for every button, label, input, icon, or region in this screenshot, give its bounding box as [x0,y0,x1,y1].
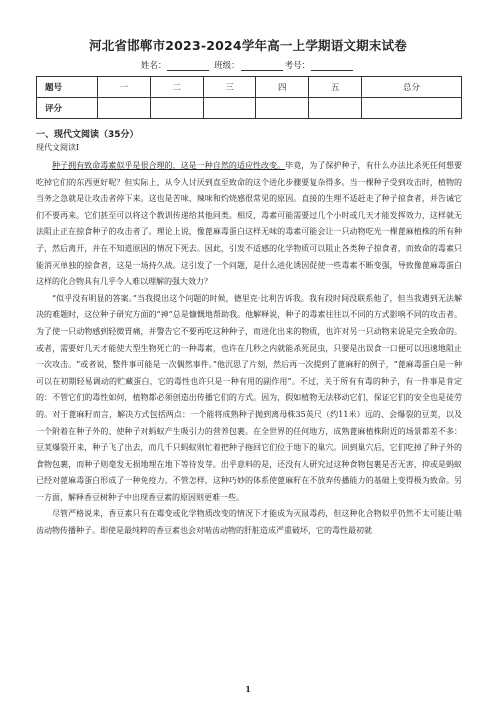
score-cell-total[interactable] [361,98,461,119]
score-cell-2[interactable] [150,98,203,119]
column-2: 二 [150,77,203,98]
score-label: 评分 [37,98,98,119]
exam-title: 河北省邯郸市2023-2024学年高一上学期语文期末试卷 [89,38,407,53]
subsection-heading: 现代文阅读Ⅰ [36,143,80,152]
underlined-sentence: 种子拥有致命毒素似乎是很合理的，这是一种自然的适应性改变。 [52,161,286,170]
column-total: 总分 [361,77,461,98]
score-row [37,98,462,119]
paragraph-1 [36,158,462,291]
name-blank[interactable] [167,61,209,71]
class-label: 班级： [214,61,240,71]
column-5: 五 [309,77,362,98]
page-number: 1 [245,684,251,694]
section-heading: 一、现代文阅读（35分） [36,130,139,140]
id-label: 考号： [284,61,311,71]
paragraph-3: 尽管严格说来，香豆素只有在霉变或化学物质改变的情况下才能成为灭鼠毒药，但这种化合物似乎仍然不太可能让啮齿动物传播种子。即使是最纯粹的香豆素也会对啮齿动物的肝脏造成严重破坏，它的毒性最初就 [36,509,462,536]
score-cell-3[interactable] [203,98,256,119]
column-4: 四 [256,77,309,98]
paragraph-2: “似乎没有明显的答案。”当我提出这个问题的时候，德里克·比利告诉我。我有段时间没联系他了，但当我遇到无法解决的难题时，这位种子研究方面的“神”总是慷慨地帮助我。他解释说，种子的毒素往往以不同的方式影响不同的攻击者。为了使一只动物感到轻微胃痛，并警告它不要再吃这种种子，而进化出来的物质，也许对另一只动物来说是完全致命的。或者，需要好几天才能使大型生物死亡的一种毒素，也许在几秒之内就能杀死昆虫，只要是出误食一口便可以迅速地阻止一次攻击。“或者说，整件事可能是一次偶然事件。”他沉思了片刻，然后再一次提到了蓖麻籽的例子，“蓖麻毒蛋白是一种可以在初期轻易调动的贮藏蛋白，它的毒性也许只是一种有用的副作用”。不过，关于所有有毒的种子，有一件事是肯定的：不管它们的毒性如何，植物都必须创造出传播它们的方式。因为，假如植物无法移动它们，保证它们的安全也是徒劳的。对于蓖麻籽而言，解决方式包括两点：一个能将成熟种子抛到离母株35英尺（约11米）远的、会爆裂的豆荚，以及一个附着在种子外的、使种子对蚂蚁产生吸引力的营养包裹。在全世界的任何地方，成熟蓖麻植株附近的场景都差不多：豆荚爆裂开来，种子飞了出去，而几千只蚂蚁则忙着把种子拖回它们位于地下的巢穴。回到巢穴后，它们吃掉了种子外的食物包裹，而种子则毫发无损地埋在地下等待发芽。出乎意料的是，还没有人研究过这种食物包裹是否无害，抑或是蚂蚁已经对蓖麻毒蛋白形成了一种免疫力。不管怎样，这种巧妙的体系使蓖麻籽在不放弃传播能力的基础上变得极为致命。另一方面，解释香豆树种子中出现香豆素的原因则更难一些。 [36,293,462,502]
question-number-label: 题号 [37,77,98,98]
class-blank[interactable] [241,61,283,71]
score-cell-5[interactable] [309,98,362,119]
id-blank[interactable] [311,61,353,71]
score-cell-4[interactable] [256,98,309,119]
score-header-row [37,77,462,98]
reading-passage [36,158,462,540]
student-info [0,59,496,71]
paragraph-1-rest: 毕竟，为了保护种子，有什么办法比杀死任何想要吃掉它们的东西更好呢？但实际上，从令人讨厌到直至致命的这个进化步骤要复杂得多。当一棵种子受到攻击时，植物的当务之急就是让攻击者停下来。这也是苦味、辣味和灼烧感很常见的原因。直接的生理不适赶走了种子掠食者，并告诫它们不要再来。它们甚至可以将这个教训传递给其他同类。相反，毒素可能需要过几个小时或几天才能发挥效力，这样就无法阻止正在掠食种子的攻击者了。理论上说，像蓖麻毒蛋白这样无味的毒素可能会让一只动物吃光一棵蓖麻植株的所有种子，然后离开，并在不知道原因的情况下死去。因此，引发不适感的化学物质可以阻止各类种子掠食者，而致命的毒素只能消灭单独的掠食者，这是一场持久战。这引发了一个问题，是什么进化诱因促使一些毒素不断变强，导致像蓖麻毒蛋白这样的化合物具有几乎令人难以理解的强大效力？ [36,161,463,287]
column-3: 三 [203,77,256,98]
name-label: 姓名： [140,61,167,71]
column-1: 一 [98,77,151,98]
score-table [36,76,462,119]
score-cell-1[interactable] [98,98,151,119]
